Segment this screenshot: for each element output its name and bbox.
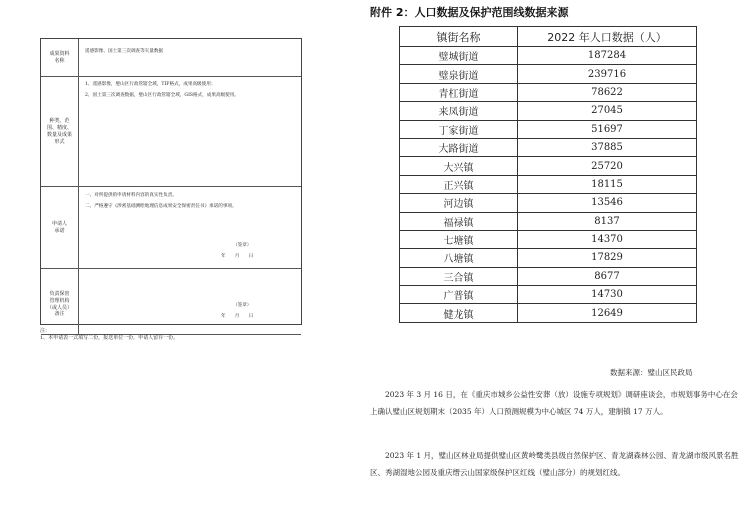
form-text: 遥感影像、国土第三次调查等矢量数据 — [85, 49, 164, 54]
paragraph-2: 2023 年 1 月，璧山区林业局提供璧山区黄岭鹭类县级自然保护区、青龙湖森林公园、青龙湖市级风景名胜区、秀湖湿地公园及重庆缙云山国家级保护区红线（璧山部分）的规划红线。 — [370, 451, 739, 477]
paragraph-1: 2023 年 3 月 16 日，在《重庆市城乡公益性安葬（放）设施专项规划》调研座谈会，市规划事务中心在会上确认璧山区规划期末（2035 年）人口预测规模为中心城区 74 万人，建制镇 17 万人。 — [370, 390, 738, 416]
town-name: 广普镇 — [400, 286, 518, 304]
town-name: 健龙镇 — [400, 304, 518, 322]
header-town: 镇街名称 — [400, 27, 518, 47]
town-name: 大兴镇 — [400, 157, 518, 175]
town-name: 大路街道 — [400, 138, 518, 156]
population-value: 12649 — [518, 304, 697, 322]
note-text: 1、本申请表一式填写二份，报送单位一份，申请人留存一份。 — [40, 335, 179, 341]
town-name: 璧城街道 — [400, 47, 518, 65]
population-value: 14370 — [518, 230, 697, 248]
form-label-manager: 负责保密 管理机构 （或人员） — [41, 269, 79, 334]
town-name: 璧泉街道 — [400, 65, 518, 83]
population-value: 14730 — [518, 286, 697, 304]
population-value: 51697 — [518, 120, 697, 138]
table-row — [400, 230, 697, 248]
population-value: 187284 — [518, 47, 697, 65]
form-row-name — [41, 39, 301, 77]
town-name: 河边镇 — [400, 194, 518, 212]
application-form — [40, 38, 302, 325]
population-value: 17829 — [518, 249, 697, 267]
form-sign: （签章） — [233, 243, 252, 248]
form-label-name: 成果资料 名称 — [41, 39, 79, 76]
form-sign: （签章） — [233, 303, 252, 308]
population-value: 25720 — [518, 157, 697, 175]
town-name: 八塘镇 — [400, 249, 518, 267]
table-row — [400, 304, 697, 322]
form-text: 1、遥感影像，璧山区行政管辖全域，TIF格式，成果高级使用； — [85, 82, 216, 87]
form-text: 一、对所提供的申请材料内容的真实性负责。 — [85, 193, 177, 198]
form-text: 二、严格遵守《涉密基础测绘地理信息成果安全保密责任书》承诺的事项。 — [85, 204, 237, 209]
population-value: 27045 — [518, 102, 697, 120]
form-label-scope: 种类、范 围、精度、 数量及成果 形式 — [41, 77, 79, 186]
town-name: 福禄镇 — [400, 212, 518, 230]
population-value: 8677 — [518, 267, 697, 285]
table-row — [400, 83, 697, 101]
header-population: 2022 年人口数据（人） — [518, 27, 697, 47]
table-row — [400, 138, 697, 156]
form-row-scope — [41, 77, 301, 187]
table-row — [400, 286, 697, 304]
town-name: 三合镇 — [400, 267, 518, 285]
table-row — [400, 47, 697, 65]
population-value: 13546 — [518, 194, 697, 212]
form-date: 年 月 日 — [221, 314, 254, 319]
table-row — [400, 249, 697, 267]
form-date: 年 月 日 — [221, 254, 254, 259]
table-row — [400, 65, 697, 83]
town-name: 丁家街道 — [400, 120, 518, 138]
data-source: 数据来源：璧山区民政局 — [610, 368, 693, 377]
town-name: 来凤街道 — [400, 102, 518, 120]
form-label-promise: 申请人 承诺 — [41, 187, 79, 268]
population-value: 78622 — [518, 83, 697, 101]
form-value-scope — [85, 81, 297, 99]
population-value: 37885 — [518, 138, 697, 156]
note-title: 注： — [40, 328, 51, 334]
table-row — [400, 212, 697, 230]
form-value-promise — [85, 192, 297, 210]
table-row — [400, 175, 697, 193]
table-row — [400, 267, 697, 285]
population-value: 8137 — [518, 212, 697, 230]
form-note — [40, 328, 178, 342]
form-label-remark: 备注 — [41, 303, 79, 326]
town-name: 青杠街道 — [400, 83, 518, 101]
table-row — [400, 102, 697, 120]
table-row — [400, 120, 697, 138]
table-header-row — [400, 27, 697, 47]
population-table — [399, 26, 697, 323]
form-row-remark — [41, 303, 301, 326]
town-name: 七塘镇 — [400, 230, 518, 248]
population-value: 239716 — [518, 65, 697, 83]
doc-title: 附件 2：人口数据及保护范围线数据来源 — [370, 6, 569, 19]
population-value: 18115 — [518, 175, 697, 193]
form-row-promise — [41, 187, 301, 269]
form-text: 2、国土第三次调查数据，璧山区行政管辖全域，GIS格式，成果高级使用。 — [85, 93, 239, 98]
town-name: 正兴镇 — [400, 175, 518, 193]
form-value-name — [85, 48, 297, 55]
table-row — [400, 157, 697, 175]
table-row — [400, 194, 697, 212]
